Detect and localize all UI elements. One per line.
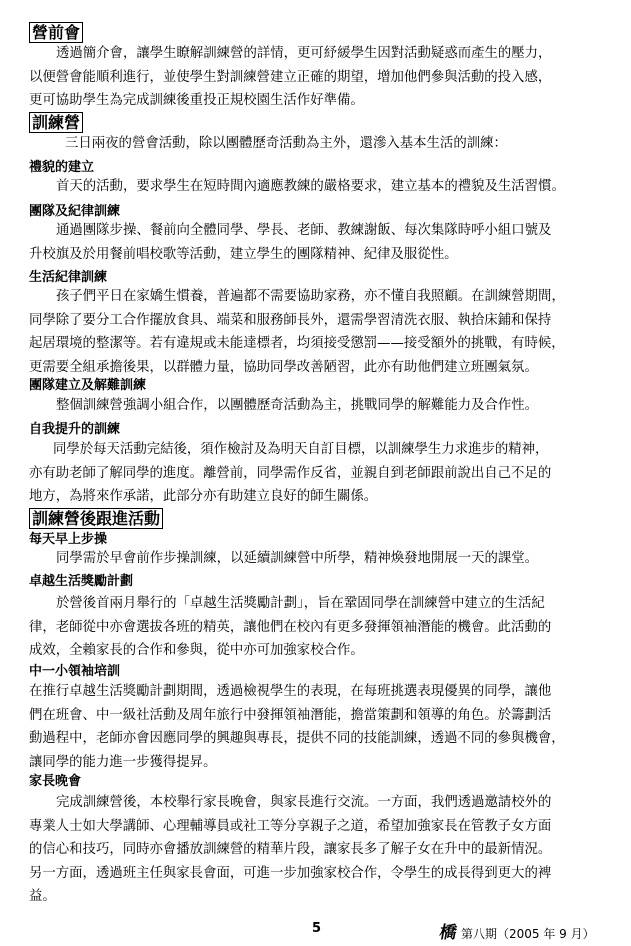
text-line: 完成訓練營後，本校舉行家長晚會，與家長進行交流。一方面，我們透過邀請校外的 — [56, 795, 552, 810]
subheading-problem-solving: 團隊建立及解難訓練 — [29, 378, 147, 393]
section-title-orientation: 營前會 — [29, 22, 83, 43]
text-line: 在推行卓越生活獎勵計劃期間，透過檢視學生的表現，在每班挑選表現優異的同學，讓他 — [29, 684, 552, 699]
text-line: 益。 — [29, 889, 56, 905]
subheading-leadership-training: 中一小領袖培訓 — [29, 664, 121, 679]
section-title-followup: 訓練營後跟進活動 — [29, 508, 163, 529]
team-discipline-paragraph — [29, 219, 601, 266]
text-line: 同學除了要分工合作擺放食具、端菜和服務師長外，還需學習清洗衣服、執拾床鋪和保持 — [29, 312, 552, 328]
text-line: 起居環境的整潔等。若有違規或未能達標者，均須接受懲罰——接受額外的挑戰，有時候， — [29, 336, 565, 352]
text-line: 律，老師從中亦會選拔各班的精英，讓他們在校內有更多發揮領袖潛能的機會。此活動的 — [29, 619, 552, 635]
text-line: 升校旗及於用餐前唱校歌等活動，建立學生的團隊精神、紀律及服從性。 — [29, 246, 458, 262]
subheading-manners: 禮貌的建立 — [29, 160, 95, 175]
parents-night-paragraph — [29, 791, 601, 909]
morning-drill-paragraph — [29, 547, 601, 571]
text-line: 同學於每天活動完結後，須作檢討及為明天自訂目標，以訓練學生力求進步的精神， — [53, 442, 549, 457]
manners-paragraph — [29, 175, 601, 199]
page-number: 5 — [312, 921, 322, 936]
orientation-paragraph — [29, 42, 601, 113]
subheading-morning-drill: 每天早上步操 — [29, 532, 108, 547]
camp-intro — [29, 132, 601, 156]
text-line: 於營後首兩月舉行的「卓越生活獎勵計劃」，旨在鞏固同學在訓練營中建立的生活紀 — [56, 596, 545, 611]
subheading-team-discipline: 團隊及紀律訓練 — [29, 204, 121, 219]
issue-label: 第八期（2005 年 9 月） — [461, 927, 595, 941]
text-line: 更可協助學生為完成訓練後重投正規校園生活作好準備。 — [29, 93, 364, 109]
text-line: 的信心和技巧，同時亦會播放訓練營的精華片段，讓家長多了解子女在升中的最新情況。 — [29, 842, 552, 858]
text-line: 另一方面，透過班主任與家長會面，可進一步加強家校合作，令學生的成長得到更大的裨 — [29, 865, 552, 881]
section-title-camp: 訓練營 — [29, 112, 83, 133]
text-line: 以便營會能順利進行，並使學生對訓練營建立正確的期望，增加他們參與活動的投入感， — [29, 69, 552, 85]
journal-issue — [437, 918, 595, 943]
leadership-training-paragraph — [29, 680, 601, 774]
text-line: 同學需於早會前作步操訓練，以延續訓練營中所學，精神煥發地開展一天的課堂。 — [56, 551, 539, 566]
text-line: 成效，全賴家長的合作和參與，從中亦可加強家校合作。 — [29, 643, 364, 659]
self-improvement-paragraph — [29, 438, 601, 509]
text-line: 動過程中，老師亦會因應同學的興趣與專長，提供不同的技能訓練，透過不同的參與機會， — [29, 731, 565, 747]
text-line: 通過團隊步操、餐前向全體同學、學長、老師、教練謝飯、每次集隊時呼小組口號及 — [56, 223, 552, 238]
subheading-parents-night: 家長晚會 — [29, 774, 82, 789]
text-line: 首天的活動，要求學生在短時間內適應教練的嚴格要求，建立基本的禮貌及生活習慣。 — [56, 179, 565, 194]
text-line: 亦有助老師了解同學的進度。離營前，同學需作反省，並親自到老師跟前說出自己不足的 — [29, 465, 552, 481]
life-discipline-paragraph — [29, 285, 601, 379]
text-line: 專業人士如大學講師、心理輔導員或社工等分享親子之道，希望加強家長在管教子女方面 — [29, 818, 552, 834]
text-line: 孩子們平日在家嬌生慣養，普遍都不需要協助家務，亦不懂自我照顧。在訓練營期間， — [56, 289, 565, 304]
text-line: 讓同學的能力進一步獲得提昇。 — [29, 754, 217, 770]
text-line: 透過簡介會，讓學生瞭解訓練營的詳情，更可紓緩學生因對活動疑惑而產生的壓力， — [56, 46, 552, 61]
subheading-life-discipline: 生活紀律訓練 — [29, 270, 108, 285]
subheading-self-improvement: 自我提升的訓練 — [29, 422, 121, 437]
excellence-scheme-paragraph — [29, 592, 601, 663]
text-line: 三日兩夜的營會活動，除以團體歷奇活動為主外，還滲入基本生活的訓練： — [65, 136, 507, 151]
problem-solving-paragraph — [29, 394, 601, 418]
journal-logo-glyph: 橋 — [437, 923, 459, 943]
text-line: 整個訓練營強調小組合作，以團體歷奇活動為主，挑戰同學的解難能力及合作性。 — [56, 398, 539, 413]
text-line: 地方，為將來作承諾，此部分亦有助建立良好的師生關係。 — [29, 489, 378, 505]
text-line: 更需要全組承擔後果，以群體力量，協助同學改善陋習，此亦有助他們建立班團氣氛。 — [29, 359, 538, 375]
subheading-excellence-scheme: 卓越生活獎勵計劃 — [29, 574, 134, 589]
text-line: 們在班會、中一級社活動及周年旅行中發揮領袖潛能，擔當策劃和領導的角色。於籌劃活 — [29, 707, 552, 723]
